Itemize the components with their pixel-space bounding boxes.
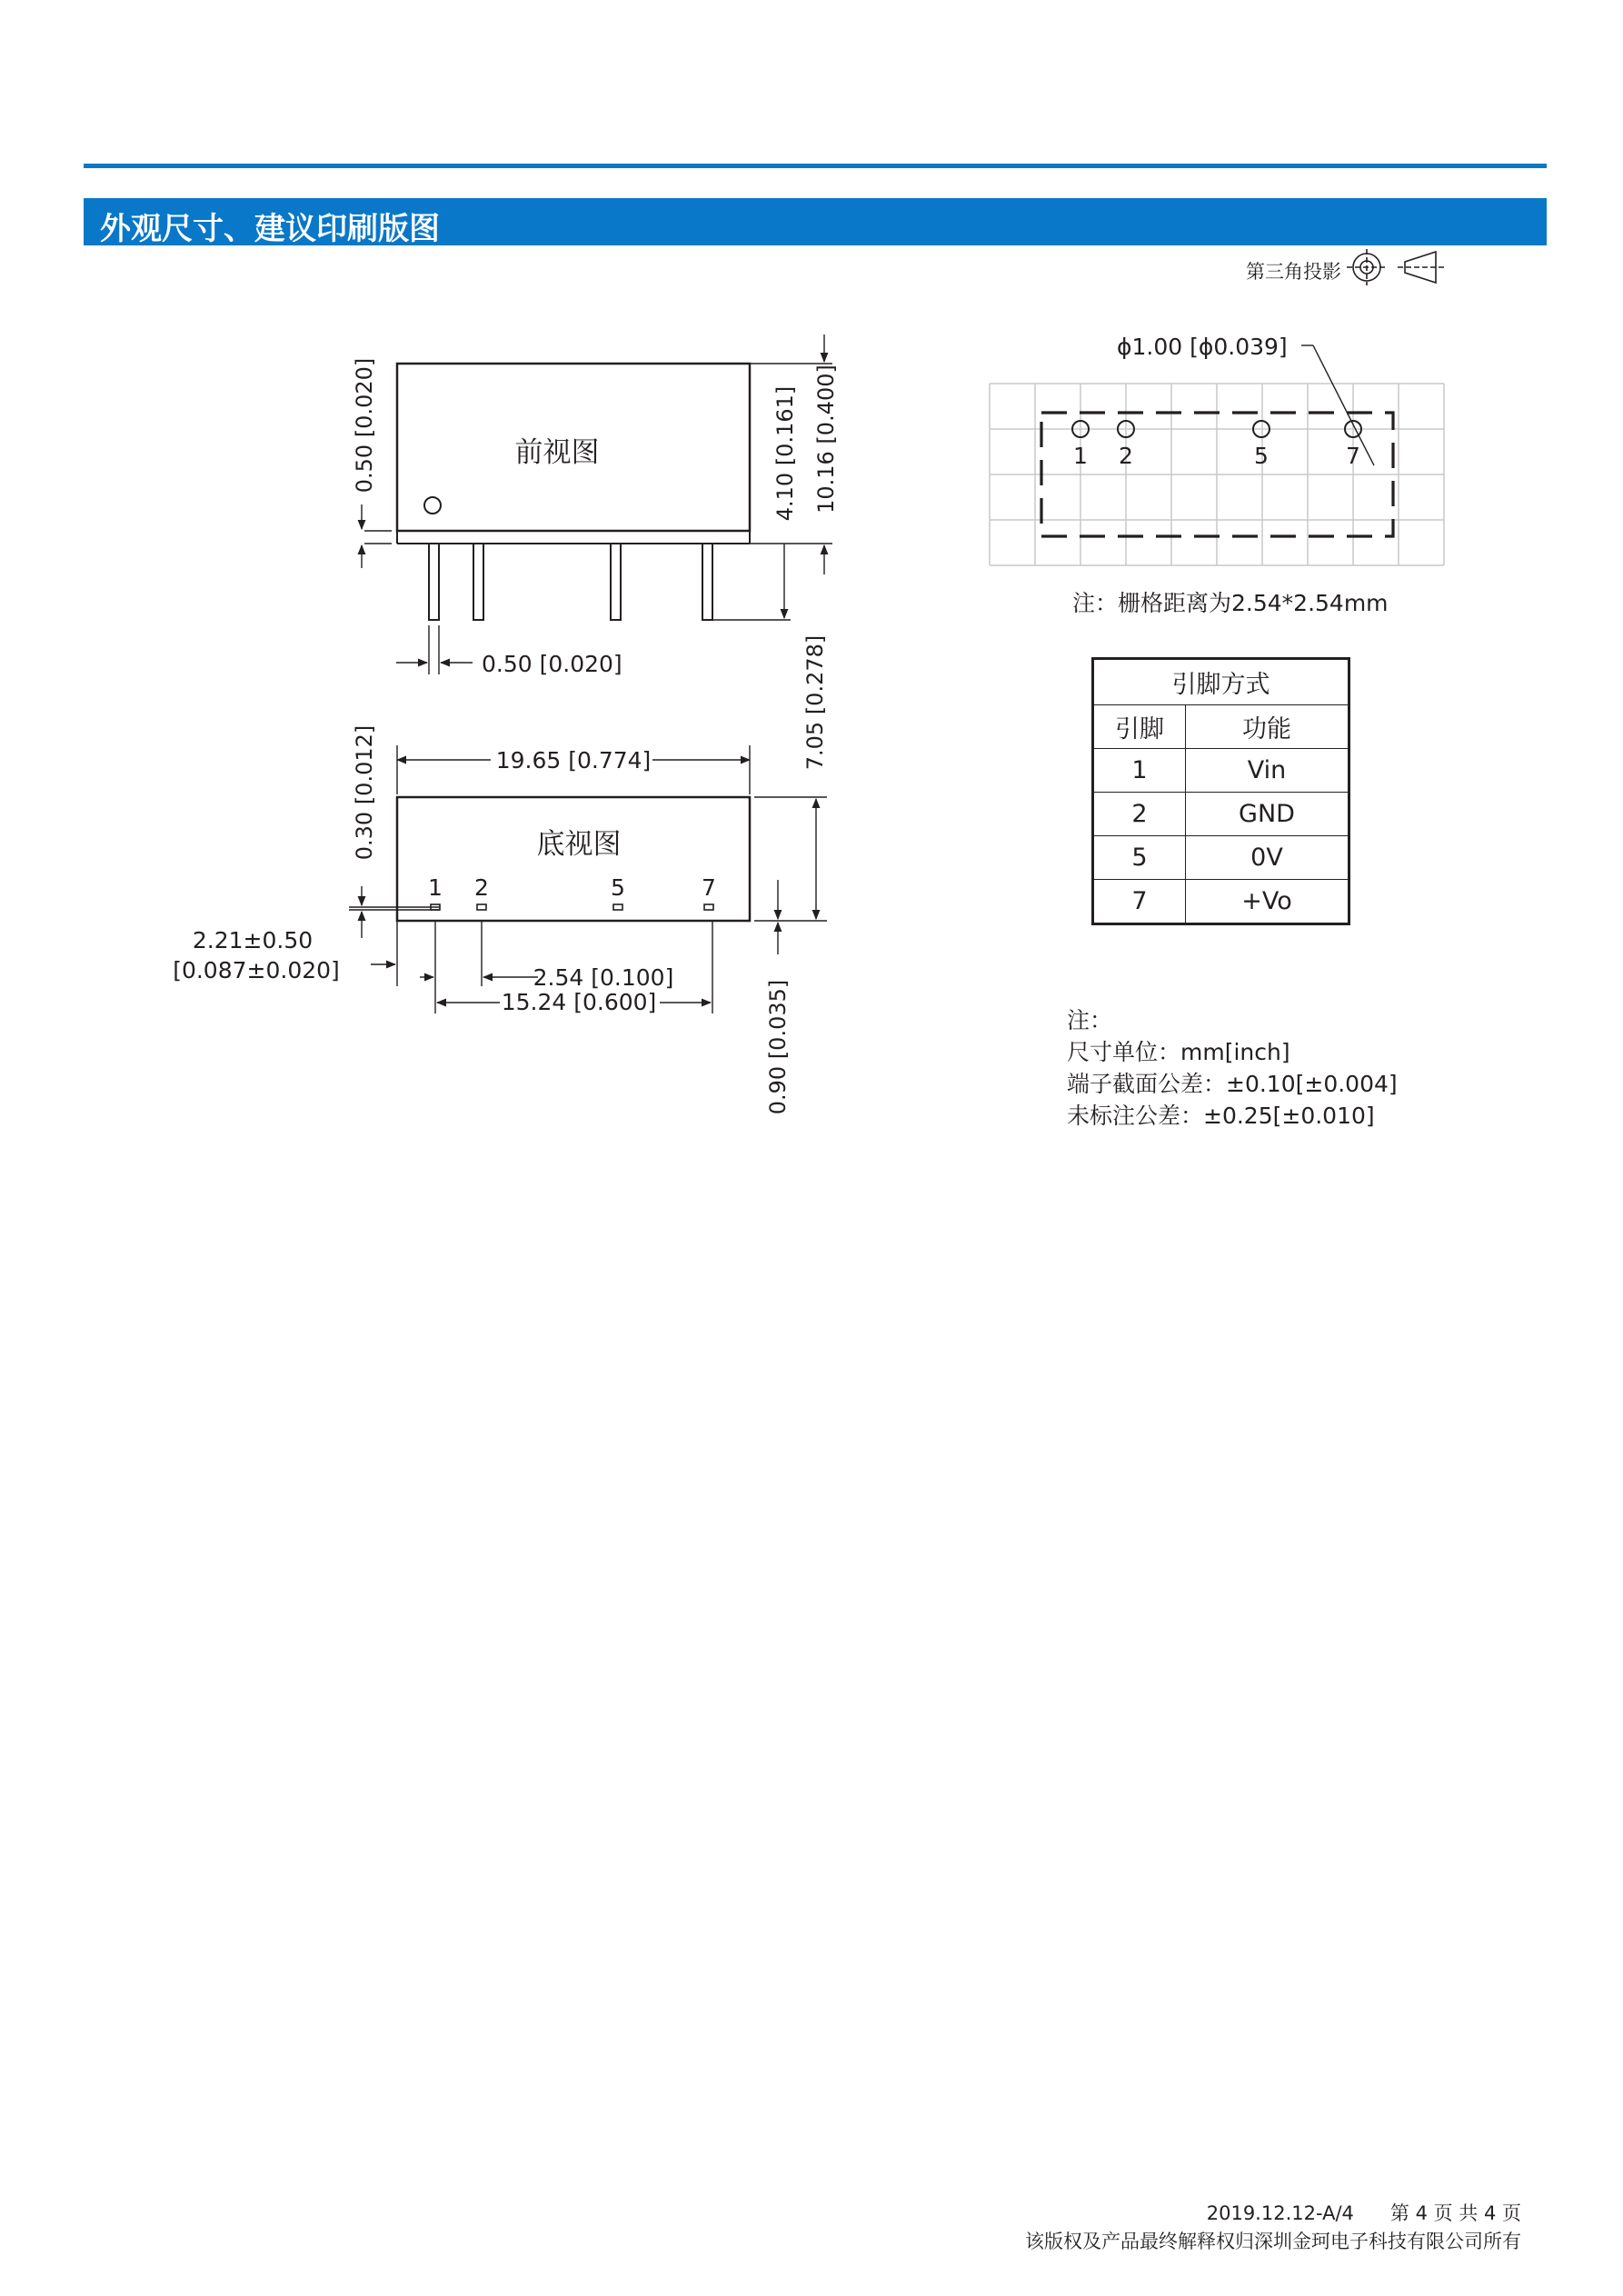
pin-table-header-function: 功能 — [1186, 705, 1349, 749]
dim-pin-offset-line2: [0.087±0.020] — [173, 957, 340, 983]
pin1-marker — [424, 497, 441, 514]
bottom-pin-label-5: 5 — [611, 874, 625, 901]
dim-pin-length: 7.05 [0.278] — [802, 634, 828, 771]
pin-function-table — [1091, 657, 1350, 925]
pcb-layout — [990, 334, 1444, 616]
dim-pin-span: 15.24 [0.600] — [501, 989, 657, 1015]
dim-body-height: 4.10 [0.161] — [772, 385, 798, 522]
dim-pin-offset-line1: 2.21±0.50 — [192, 927, 314, 953]
bottom-view-pin-pads — [431, 904, 713, 910]
footer-page: 第 4 页 共 4 页 — [1389, 2202, 1521, 2224]
function-cell: 0V — [1186, 836, 1349, 880]
table-row — [1093, 836, 1349, 880]
front-view-label: 前视图 — [514, 436, 600, 469]
bottom-pin-label-2: 2 — [474, 874, 489, 901]
projection-label: 第三角投影 — [1246, 261, 1341, 283]
dim-width: 0.90 [0.035] — [765, 979, 791, 1115]
dim-pin-width: 0.50 [0.020] — [482, 651, 622, 677]
note-line: 端子截面公差：±0.10[±0.004] — [1067, 1071, 1398, 1097]
dim-standoff: 0.50 [0.020] — [352, 357, 377, 494]
dim-length: 19.65 [0.774] — [495, 747, 652, 774]
pcb-pin-label-1: 1 — [1073, 443, 1088, 469]
pin-table-header-pin: 引脚 — [1093, 705, 1186, 749]
footer-revision: 2019.12.12-A/4 — [1206, 2202, 1354, 2224]
note-line: 尺寸单位：mm[inch] — [1067, 1039, 1290, 1065]
pin-cell: 5 — [1093, 836, 1186, 880]
notes-heading: 注： — [1067, 1007, 1113, 1033]
pcb-pin-label-5: 5 — [1254, 443, 1269, 469]
third-angle-projection-icon — [1347, 249, 1447, 285]
bottom-pin-label-7: 7 — [702, 874, 716, 901]
pcb-pin-label-7: 7 — [1346, 443, 1360, 469]
table-row — [1093, 880, 1349, 924]
function-cell: +Vo — [1186, 880, 1349, 924]
notes-block — [1067, 1004, 1398, 1132]
table-row — [1093, 749, 1349, 793]
section-title: 外观尺寸、建议印刷版图 — [100, 211, 440, 247]
pcb-grid — [990, 384, 1444, 565]
note-line: 未标注公差：±0.25[±0.010] — [1067, 1103, 1375, 1129]
table-row — [1093, 793, 1349, 836]
pin-cell: 2 — [1093, 793, 1186, 836]
bottom-view — [173, 725, 827, 1115]
pin-table-caption: 引脚方式 — [1093, 659, 1349, 705]
pcb-hole-label: ϕ1.00 [ϕ0.039] — [1117, 334, 1288, 360]
pin-cell: 1 — [1093, 749, 1186, 793]
bottom-view-label: 底视图 — [536, 828, 622, 861]
dim-total-height: 10.16 [0.400] — [813, 364, 839, 514]
function-cell: GND — [1186, 793, 1349, 836]
bottom-pin-label-1: 1 — [428, 874, 443, 901]
dim-pitch: 2.54 [0.100] — [533, 964, 674, 991]
front-view — [352, 334, 839, 770]
pin-cell: 7 — [1093, 880, 1186, 924]
footer — [1025, 2200, 1521, 2256]
function-cell: Vin — [1186, 749, 1349, 793]
footer-copyright: 该版权及产品最终解释权归深圳金珂电子科技有限公司所有 — [1025, 2231, 1521, 2252]
pcb-pin-label-2: 2 — [1119, 443, 1133, 469]
pcb-grid-note: 注：栅格距离为2.54*2.54mm — [1072, 590, 1389, 616]
dim-edge-gap: 0.30 [0.012] — [352, 724, 377, 861]
front-view-pins — [429, 544, 712, 620]
